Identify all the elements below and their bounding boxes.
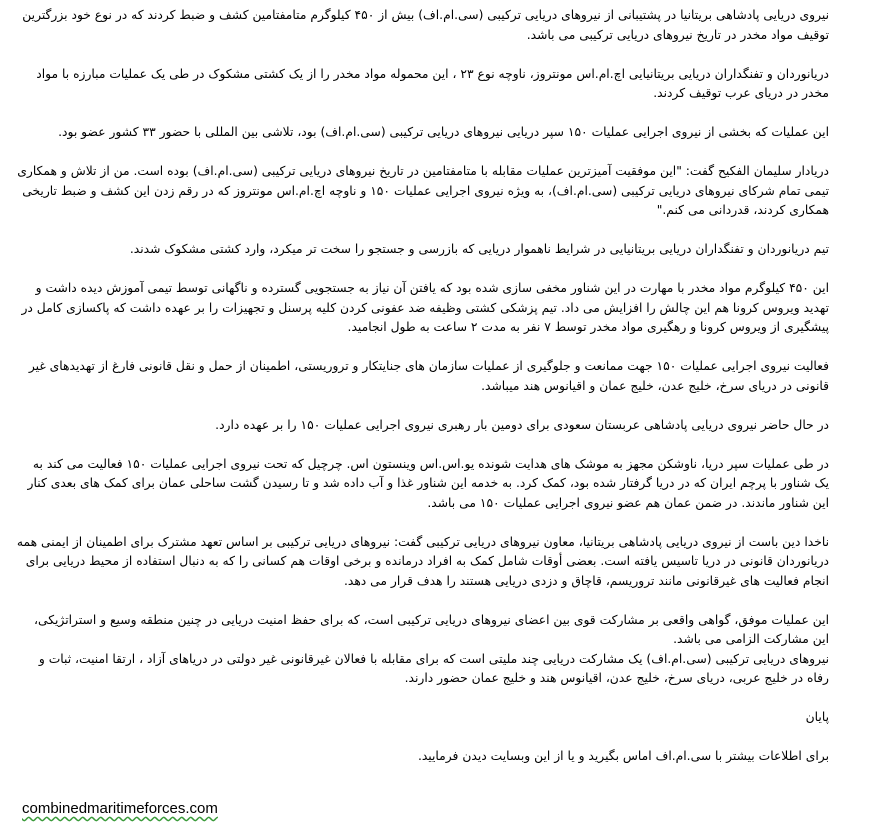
paragraph-12: نیروهای دریایی ترکیبی (سی.ام.اف) یک مشارکت دریایی چند ملیتی است که برای مقابله با فعالان غیرقانونی غیر دولتی در دریاهای آزاد ، ارتقا امنیت، ثبات و رفاه در خلیج عربی، دریای سرخ، خلیج عدن، اقیانوس هند و خلیج عمان حضور دارند. [38,651,829,685]
paragraph-5: تیم دریانوردان و تفنگداران دریایی بریتانیایی در شرایط ناهموار دریایی که بازرسی و جستجو را سخت تر میکرد، وارد کشتی مشکوک شدند. [129,242,829,256]
paragraph-11: این عملیات موفق، گواهی واقعی بر مشارکت قوی بین اعضای نیروهای دریایی ترکیبی است، که برای حفظ امنیت دریایی در چنین منطقه وسیع و استراتژیکی، این مشارکت الزامی می باشد. [33,612,829,646]
article-body [16,6,829,786]
paragraph-3: این عملیات که بخشی از نیروی اجرایی عملیات ۱۵۰ سپر دریایی نیروهای دریایی ترکیبی (سی.ام.اف) بود، تلاشی بین المللی با حضور ۳۳ کشور عضو بود. [58,125,829,139]
paragraph-10: ناخدا دین باست از نیروی دریایی پادشاهی بریتانیا، معاون نیروهای دریایی ترکیبی گفت: نیروهای دریایی ترکیبی بر اساس تعهد مشترک برای اطمینان از ایمنی همه دریانوردان قانونی در دریا تاسیس یافته است. بعضی أوقات شامل کمک به افراد درمانده و برخی اوقات هم کسانی را که به دنبال استفاده از محیط دریایی برای انجام فعالیت های غیرقانونی مانند تروریسم، قاچاق و دزدی دریایی هستند را هدف قرار می دهد. [16,534,829,588]
end-marker: پایان [805,710,829,724]
paragraph-6: این ۴۵۰ کیلوگرم مواد مخدر با مهارت در این شناور مخفی سازی شده بود که یافتن آن نیاز به جستجویی گسترده و ناگهانی توسط تیمی آموزش دیده داشت و تهدید ویروس کرونا هم این چالش را افزایش می داد. تیم پزشکی کشتی وظیفه ضد عفونی کردن کلیه پرسنل و تجهیزات را بر عهده داشت که پاکسازی کامل در پیشگیری از ویروس کرونا و رهگیری مواد مخدر توسط ۷ نفر به مدت ۲ ساعت به طول انجامید. [21,281,829,334]
paragraph-8: در حال حاضر نیروی دریایی پادشاهی عربستان سعودی برای دومین بار رهبری نیروی اجرایی عملیات ۱۵۰ را بر عهده دارد. [215,417,829,432]
website-link[interactable]: combinedmaritimeforces.com [22,800,218,817]
paragraph-1: نیروی دریایی پادشاهی بریتانیا در پشتیبانی از نیروهای دریایی ترکیبی (سی.ام.اف) بیش از ۴۵۰ کیلوگرم متامفتامین کشف و ضبط کردند که در نوع خود بزرگترین توقیف مواد مخدر در تاریخ نیروهای دریایی ترکیبی می باشد. [22,8,829,42]
paragraph-7: فعالیت نیروی اجرایی عملیات ۱۵۰ جهت ممانعت و جلوگیری از عملیات سازمان های جنایتکار و تروریستی، اطمینان از حمل و نقل قانونی فارغ از تهدیدهای غیر قانونی در دریای سرخ، خلیج عدن، خلیج عمان و اقیانوس هند میباشد. [28,359,829,393]
paragraph-4-quote: دریادار سلیمان الفکیح گفت: "این موفقیت آمیزترین عملیات مقابله با متامفتامین در تاریخ نیروهای دریایی ترکیبی (سی.ام.اف) بوده است. من از تلاش و همکاری تیمی تمام شرکای نیروهای دریایی ترکیبی (سی.ام.اف)، به ویژه نیروی اجرایی عملیات ۱۵۰ و ناوچه اچ.ام.اس مونتروز که در رقم زدن این کشف و ضبط تاریخی همکاری کردند، قدردانی می کنم." [17,164,829,217]
more-info-text: برای اطلاعات بیشتر با سی.ام.اف اماس بگیرید و یا از این وبسایت دیدن فرمایید. [417,749,829,763]
paragraph-9: در طی عملیات سپر دریا، ناوشکن مجهز به موشک های هدایت شونده یو.اس.اس وینستون اس. چرچیل که تحت نیروی اجرایی عملیات ۱۵۰ فعالیت می کند به یک شناور با پرچم ایران که در دریا گرفتار شده بود، کمک کرد. به خدمه این شناور غذا و آب داده شد و تا رسیدن گشت ساحلی عمان برای کمک های بعدی کنار این شناور ماندند. در ضمن عمان هم عضو نیروی اجرایی عملیات ۱۵۰ می باشد. [27,456,829,510]
paragraph-2: دریانوردان و تفنگداران دریایی بریتانیایی اچ.ام.اس مونتروز، ناوچه نوع ۲۳ ، این محموله مواد مخدر را از یک کشتی مشکوک در طی یک عملیات مبارزه با مواد مخدر در دریای عرب توقیف کردند. [36,66,829,100]
